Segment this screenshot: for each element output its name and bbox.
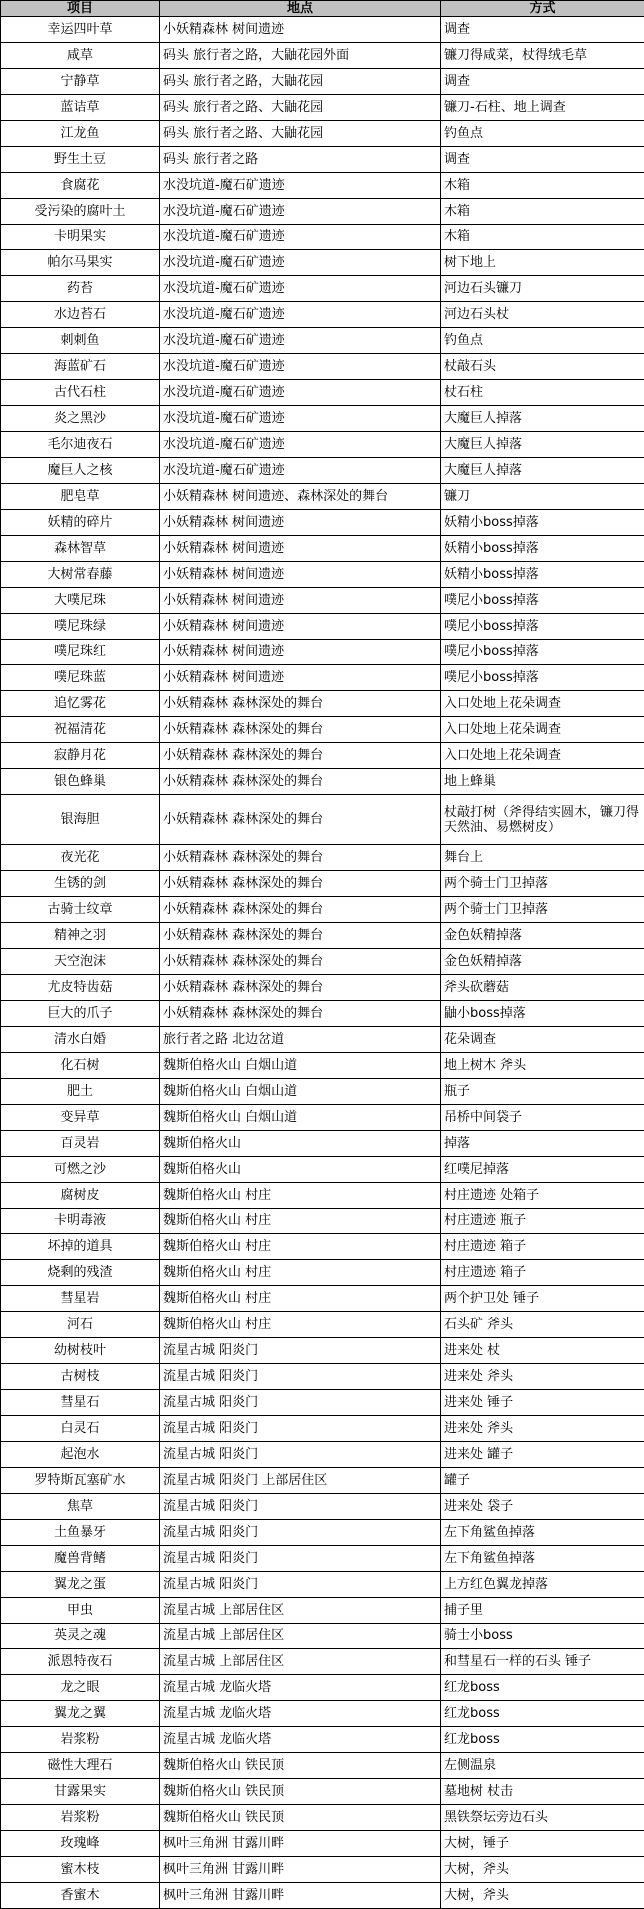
item-cell: 岩浆粉 bbox=[1, 1805, 160, 1831]
location-cell: 魏斯伯格火山 铁民顶 bbox=[160, 1753, 441, 1779]
item-cell: 清水白婚 bbox=[1, 1026, 160, 1052]
method-cell: 左下角鲨鱼掉落 bbox=[441, 1545, 644, 1571]
table-row bbox=[1, 1001, 644, 1027]
item-cell: 野生土豆 bbox=[1, 146, 160, 172]
method-cell: 妖精小boss掉落 bbox=[441, 509, 644, 535]
item-cell: 卡明果实 bbox=[1, 224, 160, 250]
item-cell: 森林智草 bbox=[1, 535, 160, 561]
location-cell: 流星古城 阳炎门 bbox=[160, 1364, 441, 1390]
item-cell: 甲虫 bbox=[1, 1597, 160, 1623]
location-cell: 流星古城 阳炎门 bbox=[160, 1416, 441, 1442]
method-cell: 红龙boss bbox=[441, 1675, 644, 1701]
table-row bbox=[1, 949, 644, 975]
table-row bbox=[1, 717, 644, 743]
location-cell: 魏斯伯格火山 白烟山道 bbox=[160, 1104, 441, 1130]
location-cell: 魏斯伯格火山 村庄 bbox=[160, 1286, 441, 1312]
table-row bbox=[1, 1753, 644, 1779]
location-cell: 小妖精森林 树间遗迹 bbox=[160, 561, 441, 587]
header-method: 方式 bbox=[441, 1, 644, 17]
table-row bbox=[1, 871, 644, 897]
method-cell: 和彗星石一样的石头 锤子 bbox=[441, 1649, 644, 1675]
location-cell: 水没坑道-魔石矿遗迹 bbox=[160, 380, 441, 406]
method-cell: 噗尼小boss掉落 bbox=[441, 665, 644, 691]
item-cell: 化石树 bbox=[1, 1052, 160, 1078]
item-cell: 蜜木枝 bbox=[1, 1856, 160, 1882]
location-cell: 水没坑道-魔石矿遗迹 bbox=[160, 172, 441, 198]
table-row bbox=[1, 1130, 644, 1156]
method-cell: 入口处地上花朵调查 bbox=[441, 717, 644, 743]
method-cell: 鼬小boss掉落 bbox=[441, 1001, 644, 1027]
method-cell: 钓鱼点 bbox=[441, 328, 644, 354]
item-cell: 海蓝矿石 bbox=[1, 354, 160, 380]
table-row bbox=[1, 1078, 644, 1104]
table-body bbox=[1, 17, 644, 1909]
table-row bbox=[1, 198, 644, 224]
location-cell: 流星古城 阳炎门 bbox=[160, 1338, 441, 1364]
table-row bbox=[1, 587, 644, 613]
location-cell: 魏斯伯格火山 铁民顶 bbox=[160, 1779, 441, 1805]
method-cell: 金色妖精掉落 bbox=[441, 949, 644, 975]
method-cell: 花朵调查 bbox=[441, 1026, 644, 1052]
item-cell: 水边苔石 bbox=[1, 302, 160, 328]
method-cell: 罐子 bbox=[441, 1467, 644, 1493]
table-row bbox=[1, 897, 644, 923]
method-cell: 镰刀得咸菜，杖得绒毛草 bbox=[441, 42, 644, 68]
item-cell: 祝福清花 bbox=[1, 717, 160, 743]
item-cell: 变异草 bbox=[1, 1104, 160, 1130]
method-cell: 镰刀 bbox=[441, 483, 644, 509]
table-row bbox=[1, 1597, 644, 1623]
table-row bbox=[1, 172, 644, 198]
method-cell: 瓶子 bbox=[441, 1078, 644, 1104]
table-row bbox=[1, 1441, 644, 1467]
item-cell: 夜光花 bbox=[1, 845, 160, 871]
item-cell: 罗特斯瓦塞矿水 bbox=[1, 1467, 160, 1493]
table-row bbox=[1, 1701, 644, 1727]
location-cell: 小妖精森林 树间遗迹 bbox=[160, 639, 441, 665]
table-row bbox=[1, 639, 644, 665]
location-cell: 魏斯伯格火山 铁民顶 bbox=[160, 1805, 441, 1831]
table-row bbox=[1, 224, 644, 250]
table-row bbox=[1, 1234, 644, 1260]
method-cell: 进来处 袋子 bbox=[441, 1493, 644, 1519]
item-cell: 烧剩的残渣 bbox=[1, 1260, 160, 1286]
location-cell: 枫叶三角洲 甘露川畔 bbox=[160, 1831, 441, 1857]
location-cell: 小妖精森林 树间遗迹 bbox=[160, 613, 441, 639]
item-cell: 追忆雾花 bbox=[1, 691, 160, 717]
method-cell: 进来处 斧头 bbox=[441, 1364, 644, 1390]
method-cell: 地上蜂巢 bbox=[441, 769, 644, 795]
location-cell: 魏斯伯格火山 村庄 bbox=[160, 1182, 441, 1208]
item-cell: 河石 bbox=[1, 1312, 160, 1338]
item-cell: 古骑士纹章 bbox=[1, 897, 160, 923]
table-row bbox=[1, 302, 644, 328]
location-cell: 流星古城 龙临火塔 bbox=[160, 1675, 441, 1701]
method-cell: 石头矿 斧头 bbox=[441, 1312, 644, 1338]
method-cell: 噗尼小boss掉落 bbox=[441, 639, 644, 665]
table-row bbox=[1, 1882, 644, 1908]
table-row bbox=[1, 406, 644, 432]
method-cell: 进来处 杖 bbox=[441, 1338, 644, 1364]
item-cell: 翼龙之蛋 bbox=[1, 1571, 160, 1597]
method-cell: 木箱 bbox=[441, 172, 644, 198]
item-cell: 古代石柱 bbox=[1, 380, 160, 406]
method-cell: 调查 bbox=[441, 68, 644, 94]
method-cell: 骑士小boss bbox=[441, 1623, 644, 1649]
location-cell: 水没坑道-魔石矿遗迹 bbox=[160, 457, 441, 483]
method-cell: 大魔巨人掉落 bbox=[441, 457, 644, 483]
location-cell: 水没坑道-魔石矿遗迹 bbox=[160, 276, 441, 302]
location-cell: 小妖精森林 森林深处的舞台 bbox=[160, 871, 441, 897]
item-cell: 百灵岩 bbox=[1, 1130, 160, 1156]
method-cell: 墓地树 杖击 bbox=[441, 1779, 644, 1805]
item-cell: 妖精的碎片 bbox=[1, 509, 160, 535]
location-cell: 水没坑道-魔石矿遗迹 bbox=[160, 406, 441, 432]
location-cell: 流星古城 阳炎门 bbox=[160, 1493, 441, 1519]
location-cell: 魏斯伯格火山 bbox=[160, 1156, 441, 1182]
item-cell: 玫瑰峰 bbox=[1, 1831, 160, 1857]
method-cell: 木箱 bbox=[441, 198, 644, 224]
location-cell: 码头 旅行者之路，大鼬花园外面 bbox=[160, 42, 441, 68]
method-cell: 进来处 罐子 bbox=[441, 1441, 644, 1467]
location-cell: 小妖精森林 森林深处的舞台 bbox=[160, 923, 441, 949]
method-cell: 舞台上 bbox=[441, 845, 644, 871]
method-cell: 斧头砍蘑菇 bbox=[441, 975, 644, 1001]
location-cell: 小妖精森林 森林深处的舞台 bbox=[160, 975, 441, 1001]
method-cell: 杖石柱 bbox=[441, 380, 644, 406]
header-item: 项目 bbox=[1, 1, 160, 17]
table-row bbox=[1, 845, 644, 871]
table-row bbox=[1, 146, 644, 172]
method-cell: 调查 bbox=[441, 17, 644, 43]
item-cell: 焦草 bbox=[1, 1493, 160, 1519]
method-cell: 村庄遗迹 箱子 bbox=[441, 1234, 644, 1260]
method-cell: 大魔巨人掉落 bbox=[441, 432, 644, 458]
location-cell: 小妖精森林 树间遗迹 bbox=[160, 665, 441, 691]
table-row bbox=[1, 1182, 644, 1208]
table-row bbox=[1, 94, 644, 120]
item-cell: 江龙鱼 bbox=[1, 120, 160, 146]
location-cell: 魏斯伯格火山 村庄 bbox=[160, 1234, 441, 1260]
item-cell: 甘露果实 bbox=[1, 1779, 160, 1805]
item-cell: 刺刺鱼 bbox=[1, 328, 160, 354]
item-cell: 香蜜木 bbox=[1, 1882, 160, 1908]
table-row bbox=[1, 795, 644, 845]
location-cell: 水没坑道-魔石矿遗迹 bbox=[160, 250, 441, 276]
table-row bbox=[1, 1519, 644, 1545]
method-cell: 树下地上 bbox=[441, 250, 644, 276]
table-row bbox=[1, 923, 644, 949]
item-cell: 大噗尼珠 bbox=[1, 587, 160, 613]
table-row bbox=[1, 1416, 644, 1442]
table-row bbox=[1, 328, 644, 354]
location-cell: 流星古城 上部居住区 bbox=[160, 1623, 441, 1649]
item-cell: 天空泡沫 bbox=[1, 949, 160, 975]
location-cell: 枫叶三角洲 甘露川畔 bbox=[160, 1856, 441, 1882]
table-row bbox=[1, 250, 644, 276]
method-cell: 妖精小boss掉落 bbox=[441, 535, 644, 561]
table-row bbox=[1, 509, 644, 535]
method-cell: 噗尼小boss掉落 bbox=[441, 587, 644, 613]
item-cell: 银海胆 bbox=[1, 795, 160, 845]
location-cell: 码头 旅行者之路 bbox=[160, 146, 441, 172]
method-cell: 木箱 bbox=[441, 224, 644, 250]
table-row bbox=[1, 1493, 644, 1519]
table-row bbox=[1, 1649, 644, 1675]
item-cell: 肥皂草 bbox=[1, 483, 160, 509]
table-row bbox=[1, 457, 644, 483]
location-cell: 码头 旅行者之路，大鼬花园 bbox=[160, 68, 441, 94]
location-cell: 流星古城 龙临火塔 bbox=[160, 1701, 441, 1727]
location-cell: 小妖精森林 树间遗迹 bbox=[160, 17, 441, 43]
method-cell: 村庄遗迹 处箱子 bbox=[441, 1182, 644, 1208]
location-cell: 流星古城 阳炎门 bbox=[160, 1545, 441, 1571]
method-cell: 黑铁祭坛旁边石头 bbox=[441, 1805, 644, 1831]
location-cell: 小妖精森林 森林深处的舞台 bbox=[160, 897, 441, 923]
item-cell: 食腐花 bbox=[1, 172, 160, 198]
location-cell: 小妖精森林 森林深处的舞台 bbox=[160, 717, 441, 743]
location-cell: 水没坑道-魔石矿遗迹 bbox=[160, 198, 441, 224]
method-cell: 调查 bbox=[441, 146, 644, 172]
item-cell: 巨大的爪子 bbox=[1, 1001, 160, 1027]
table-row bbox=[1, 691, 644, 717]
table-row bbox=[1, 1286, 644, 1312]
item-cell: 大树常春藤 bbox=[1, 561, 160, 587]
item-cell: 尤皮特齿菇 bbox=[1, 975, 160, 1001]
header-location: 地点 bbox=[160, 1, 441, 17]
location-cell: 魏斯伯格火山 bbox=[160, 1130, 441, 1156]
method-cell: 村庄遗迹 箱子 bbox=[441, 1260, 644, 1286]
table-row bbox=[1, 1338, 644, 1364]
item-cell: 银色蜂巢 bbox=[1, 769, 160, 795]
location-cell: 水没坑道-魔石矿遗迹 bbox=[160, 328, 441, 354]
method-cell: 左下角鲨鱼掉落 bbox=[441, 1519, 644, 1545]
item-cell: 磁性大理石 bbox=[1, 1753, 160, 1779]
table-row bbox=[1, 68, 644, 94]
location-cell: 小妖精森林 森林深处的舞台 bbox=[160, 691, 441, 717]
method-cell: 大树，斧头 bbox=[441, 1856, 644, 1882]
location-cell: 水没坑道-魔石矿遗迹 bbox=[160, 432, 441, 458]
item-cell: 毛尔迪夜石 bbox=[1, 432, 160, 458]
method-cell: 金色妖精掉落 bbox=[441, 923, 644, 949]
location-cell: 流星古城 上部居住区 bbox=[160, 1597, 441, 1623]
table-row bbox=[1, 1779, 644, 1805]
item-cell: 幼树枝叶 bbox=[1, 1338, 160, 1364]
item-cell: 彗星岩 bbox=[1, 1286, 160, 1312]
item-cell: 药苔 bbox=[1, 276, 160, 302]
table-row bbox=[1, 769, 644, 795]
table-row bbox=[1, 535, 644, 561]
table-row bbox=[1, 1571, 644, 1597]
item-cell: 噗尼珠绿 bbox=[1, 613, 160, 639]
item-cell: 生锈的剑 bbox=[1, 871, 160, 897]
item-cell: 蓝诘草 bbox=[1, 94, 160, 120]
table-row bbox=[1, 380, 644, 406]
method-cell: 捕子里 bbox=[441, 1597, 644, 1623]
location-cell: 水没坑道-魔石矿遗迹 bbox=[160, 224, 441, 250]
method-cell: 进来处 锤子 bbox=[441, 1390, 644, 1416]
location-cell: 小妖精森林 森林深处的舞台 bbox=[160, 795, 441, 845]
item-cell: 咸草 bbox=[1, 42, 160, 68]
item-cell: 坏掉的道具 bbox=[1, 1234, 160, 1260]
method-cell: 吊桥中间袋子 bbox=[441, 1104, 644, 1130]
table-row bbox=[1, 1545, 644, 1571]
item-cell: 噗尼珠蓝 bbox=[1, 665, 160, 691]
table-row bbox=[1, 120, 644, 146]
table-row bbox=[1, 1675, 644, 1701]
item-cell: 腐树皮 bbox=[1, 1182, 160, 1208]
method-cell: 河边石头镰刀 bbox=[441, 276, 644, 302]
item-cell: 寂静月花 bbox=[1, 743, 160, 769]
method-cell: 红龙boss bbox=[441, 1727, 644, 1753]
item-cell: 白灵石 bbox=[1, 1416, 160, 1442]
item-cell: 古树枝 bbox=[1, 1364, 160, 1390]
location-cell: 小妖精森林 森林深处的舞台 bbox=[160, 845, 441, 871]
table-row bbox=[1, 1831, 644, 1857]
location-cell: 流星古城 阳炎门 bbox=[160, 1390, 441, 1416]
item-cell: 魔巨人之核 bbox=[1, 457, 160, 483]
table-row bbox=[1, 1467, 644, 1493]
method-cell: 镰刀-石柱、地上调查 bbox=[441, 94, 644, 120]
method-cell: 妖精小boss掉落 bbox=[441, 561, 644, 587]
location-cell: 码头 旅行者之路、大鼬花园 bbox=[160, 120, 441, 146]
table-row bbox=[1, 276, 644, 302]
method-cell: 两个护卫处 锤子 bbox=[441, 1286, 644, 1312]
location-cell: 魏斯伯格火山 白烟山道 bbox=[160, 1078, 441, 1104]
item-cell: 岩浆粉 bbox=[1, 1727, 160, 1753]
item-cell: 龙之眼 bbox=[1, 1675, 160, 1701]
item-cell: 幸运四叶草 bbox=[1, 17, 160, 43]
item-cell: 卡明毒液 bbox=[1, 1208, 160, 1234]
table-row bbox=[1, 1856, 644, 1882]
location-cell: 水没坑道-魔石矿遗迹 bbox=[160, 354, 441, 380]
table-row bbox=[1, 743, 644, 769]
method-cell: 两个骑士门卫掉落 bbox=[441, 871, 644, 897]
location-cell: 码头 旅行者之路、大鼬花园 bbox=[160, 94, 441, 120]
method-cell: 入口处地上花朵调查 bbox=[441, 691, 644, 717]
item-cell: 精神之羽 bbox=[1, 923, 160, 949]
location-cell: 魏斯伯格火山 村庄 bbox=[160, 1208, 441, 1234]
table-row bbox=[1, 1623, 644, 1649]
location-cell: 流星古城 阳炎门 上部居住区 bbox=[160, 1467, 441, 1493]
location-cell: 小妖精森林 树间遗迹 bbox=[160, 587, 441, 613]
table-row bbox=[1, 975, 644, 1001]
table-row bbox=[1, 1026, 644, 1052]
method-cell: 钓鱼点 bbox=[441, 120, 644, 146]
location-cell: 小妖精森林 森林深处的舞台 bbox=[160, 743, 441, 769]
method-cell: 上方红色翼龙掉落 bbox=[441, 1571, 644, 1597]
item-cell: 翼龙之翼 bbox=[1, 1701, 160, 1727]
location-cell: 小妖精森林 树间遗迹 bbox=[160, 509, 441, 535]
table-row bbox=[1, 483, 644, 509]
method-cell: 村庄遗迹 瓶子 bbox=[441, 1208, 644, 1234]
table-row bbox=[1, 1260, 644, 1286]
method-cell: 红龙boss bbox=[441, 1701, 644, 1727]
table-row bbox=[1, 1052, 644, 1078]
item-cell: 彗星石 bbox=[1, 1390, 160, 1416]
table-row bbox=[1, 1727, 644, 1753]
location-cell: 枫叶三角洲 甘露川畔 bbox=[160, 1882, 441, 1908]
table-row bbox=[1, 1208, 644, 1234]
method-cell: 入口处地上花朵调查 bbox=[441, 743, 644, 769]
table-row bbox=[1, 1104, 644, 1130]
location-cell: 流星古城 龙临火塔 bbox=[160, 1727, 441, 1753]
location-cell: 小妖精森林 森林深处的舞台 bbox=[160, 949, 441, 975]
table-row bbox=[1, 17, 644, 43]
location-cell: 小妖精森林 森林深处的舞台 bbox=[160, 769, 441, 795]
location-cell: 魏斯伯格火山 白烟山道 bbox=[160, 1052, 441, 1078]
item-cell: 受污染的腐叶土 bbox=[1, 198, 160, 224]
item-cell: 帕尔马果实 bbox=[1, 250, 160, 276]
table-row bbox=[1, 1364, 644, 1390]
item-cell: 肥土 bbox=[1, 1078, 160, 1104]
location-cell: 流星古城 阳炎门 bbox=[160, 1441, 441, 1467]
location-cell: 流星古城 上部居住区 bbox=[160, 1649, 441, 1675]
method-cell: 进来处 斧头 bbox=[441, 1416, 644, 1442]
table-row bbox=[1, 561, 644, 587]
table-row bbox=[1, 1805, 644, 1831]
table-row bbox=[1, 1156, 644, 1182]
location-cell: 水没坑道-魔石矿遗迹 bbox=[160, 302, 441, 328]
item-cell: 派恩特夜石 bbox=[1, 1649, 160, 1675]
method-cell: 两个骑士门卫掉落 bbox=[441, 897, 644, 923]
item-cell: 炎之黑沙 bbox=[1, 406, 160, 432]
item-cell: 魔兽背鳍 bbox=[1, 1545, 160, 1571]
method-cell: 噗尼小boss掉落 bbox=[441, 613, 644, 639]
table-row bbox=[1, 1390, 644, 1416]
location-cell: 小妖精森林 树间遗迹 bbox=[160, 535, 441, 561]
location-cell: 旅行者之路 北边岔道 bbox=[160, 1026, 441, 1052]
method-cell: 河边石头杖 bbox=[441, 302, 644, 328]
table-row bbox=[1, 665, 644, 691]
method-cell: 地上树木 斧头 bbox=[441, 1052, 644, 1078]
item-cell: 可燃之沙 bbox=[1, 1156, 160, 1182]
table-row bbox=[1, 354, 644, 380]
header-row bbox=[1, 1, 644, 17]
method-cell: 大魔巨人掉落 bbox=[441, 406, 644, 432]
location-cell: 流星古城 阳炎门 bbox=[160, 1519, 441, 1545]
location-cell: 小妖精森林 森林深处的舞台 bbox=[160, 1001, 441, 1027]
location-cell: 流星古城 阳炎门 bbox=[160, 1571, 441, 1597]
table-row bbox=[1, 613, 644, 639]
method-cell: 红噗尼掉落 bbox=[441, 1156, 644, 1182]
method-cell: 大树，斧头 bbox=[441, 1882, 644, 1908]
method-cell: 杖敲石头 bbox=[441, 354, 644, 380]
location-cell: 魏斯伯格火山 村庄 bbox=[160, 1260, 441, 1286]
item-cell: 英灵之魂 bbox=[1, 1623, 160, 1649]
item-cell: 噗尼珠红 bbox=[1, 639, 160, 665]
location-cell: 魏斯伯格火山 村庄 bbox=[160, 1312, 441, 1338]
table-row bbox=[1, 1312, 644, 1338]
table-row bbox=[1, 432, 644, 458]
item-cell: 起泡水 bbox=[1, 1441, 160, 1467]
method-cell: 大树，锤子 bbox=[441, 1831, 644, 1857]
method-cell: 杖敲打树（斧得结实圆木，镰刀得天然油、易燃树皮） bbox=[441, 795, 644, 845]
item-cell: 土鱼暴牙 bbox=[1, 1519, 160, 1545]
method-cell: 左侧温泉 bbox=[441, 1753, 644, 1779]
method-cell: 掉落 bbox=[441, 1130, 644, 1156]
item-cell: 宁静草 bbox=[1, 68, 160, 94]
table-row bbox=[1, 42, 644, 68]
location-cell: 小妖精森林 树间遗迹、森林深处的舞台 bbox=[160, 483, 441, 509]
